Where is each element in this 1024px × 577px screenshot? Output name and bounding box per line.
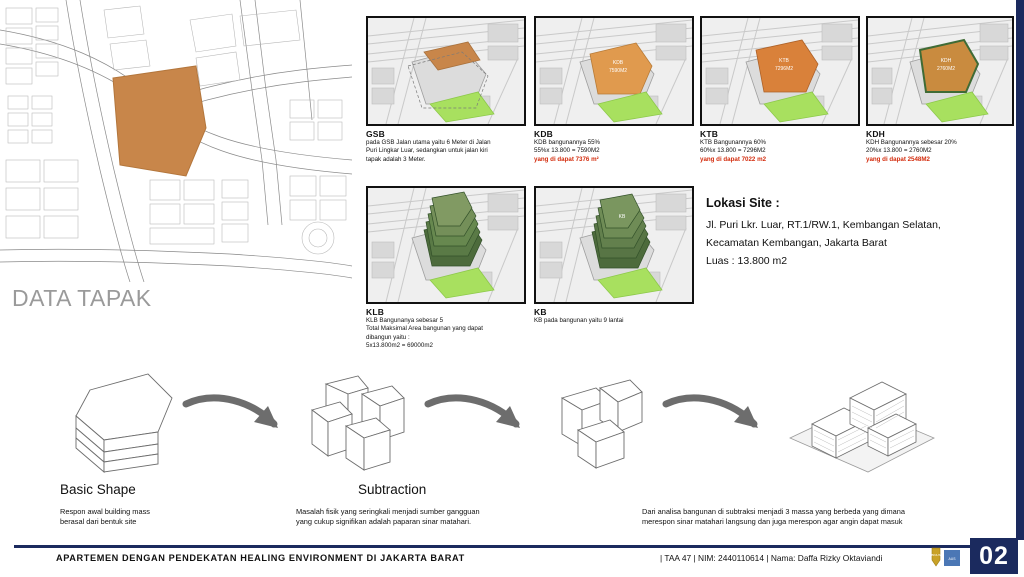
- card-ktb-thumbnail: [700, 16, 860, 126]
- massing-step-2-desc-1: Masalah fisik yang seringkali menjadi sumber gangguan: [296, 507, 480, 516]
- card-kdb-line-1: KDB bangunannya 55%: [534, 139, 601, 146]
- card-kdb: [534, 16, 694, 164]
- site-map-drawing: [0, 0, 352, 282]
- card-kdb-line-2: 55%x 13.800 = 7590M2: [534, 147, 600, 155]
- card-klb-line-3: dibangun yaitu :: [366, 333, 410, 341]
- lokasi-area: Luas : 13.800 m2: [706, 255, 788, 268]
- svg-text:BINUS: BINUS: [931, 553, 941, 557]
- footer-title: APARTEMEN DENGAN PENDEKATAN HEALING ENVIRONMENT DI JAKARTA BARAT: [56, 553, 465, 563]
- card-ktb-line-2: 60%x 13.800 = 7296M2: [700, 147, 766, 155]
- svg-text:2760M2: 2760M2: [936, 66, 956, 72]
- card-kb-line-1: KB pada bangunan yaitu 9 lantai: [534, 317, 624, 324]
- arrow-icon-3: [662, 394, 766, 442]
- massing-step-1-desc-2: berasal dari bentuk site: [60, 517, 137, 526]
- card-kdb-title: KDB: [534, 129, 554, 139]
- card-gsb-title: GSB: [366, 129, 386, 139]
- lokasi-address-line-2: Kecamatan Kembangan, Jakarta Barat: [706, 237, 887, 250]
- right-edge-accent: [1016, 0, 1024, 540]
- massing-step-1-figure: [60, 368, 180, 483]
- svg-text:7296M2: 7296M2: [774, 66, 794, 72]
- card-kdh-title: KDH: [866, 129, 886, 139]
- card-klb-thumbnail: [366, 186, 526, 304]
- card-kb-title: KB: [534, 307, 547, 317]
- card-ktb-title: KTB: [700, 129, 719, 139]
- card-kdh-line-2: 20%x 13.800 = 2760M2: [866, 147, 932, 155]
- svg-text:7590M2: 7590M2: [608, 68, 628, 74]
- massing-step-3-figure: [538, 368, 658, 483]
- card-ktb-result: yang di dapat 7022 m2: [700, 155, 767, 163]
- kb-block-label: KB: [618, 214, 626, 220]
- page-number: 02: [970, 538, 1018, 574]
- card-gsb-thumbnail: [366, 16, 526, 126]
- university-logo: [922, 546, 964, 572]
- card-kdh-thumbnail: [866, 16, 1014, 126]
- card-gsb-line-2: Puri Lingkar Luar, sedangkan untuk jalan kiri: [366, 147, 488, 155]
- page-title: DATA TAPAK: [12, 285, 152, 311]
- massing-process: [0, 358, 1024, 538]
- massing-step-1-desc-1: Respon awal building mass: [60, 507, 150, 516]
- card-klb-line-4: 5x13.800m2 = 69000m2: [366, 342, 433, 350]
- massing-step-2-label: Subtraction: [358, 482, 427, 497]
- massing-step-2-desc-2: yang cukup signifikan adalah paparan sinar matahari.: [296, 517, 472, 526]
- card-kdh-result: yang di dapat 2548M2: [866, 155, 930, 163]
- card-kb-thumbnail: [534, 186, 694, 304]
- massing-step-2-figure: [296, 364, 416, 484]
- kdh-block-label: KDH: [940, 58, 952, 64]
- card-gsb-line-1: pada GSB Jalan utama yaitu 6 Meter di Jalan: [366, 139, 491, 146]
- card-ktb-line-1: KTB Bangunannya 60%: [700, 139, 767, 146]
- ktb-block-label: KTB: [779, 58, 789, 64]
- card-kdb-thumbnail: [534, 16, 694, 126]
- card-klb-line-1: KLB Bangunanya sebesar 5: [366, 317, 444, 324]
- card-gsb-line-3: tapak adalah 3 Meter.: [366, 155, 426, 163]
- card-gsb: [366, 16, 526, 164]
- card-kdb-result: yang di dapat 7376 m²: [534, 155, 599, 163]
- lokasi-address-line-1: Jl. Puri Lkr. Luar, RT.1/RW.1, Kembangan Selatan,: [706, 219, 941, 231]
- card-klb: [366, 186, 526, 350]
- card-kb: [534, 186, 694, 325]
- lokasi-site-block: [706, 196, 1016, 273]
- massing-step-4-desc-2: merespon sinar matahari langsung dan juga merespon agar angin dapat masuk: [642, 517, 903, 526]
- kdb-block-label: KDB: [612, 60, 624, 66]
- card-klb-line-2: Total Maksimal Area bangunan yang dapat: [366, 325, 483, 333]
- lokasi-heading: Lokasi Site :: [706, 196, 780, 210]
- site-map: [0, 0, 352, 282]
- card-ktb: [700, 16, 860, 164]
- site-plot-highlight: [113, 66, 206, 176]
- footer-divider: [14, 545, 1010, 548]
- massing-step-4-desc-1: Dari analisa bangunan di subtraksi menjadi 3 massa yang berbeda yang dimana: [642, 507, 905, 516]
- massing-step-1-label: Basic Shape: [60, 482, 136, 497]
- arrow-icon-1: [182, 394, 286, 442]
- svg-text:AUS: AUS: [948, 557, 956, 561]
- card-klb-title: KLB: [366, 307, 385, 317]
- massing-step-4-figure: [772, 362, 952, 487]
- card-kdh-line-1: KDH Bangunannya sebesar 20%: [866, 139, 957, 146]
- footer-meta: | TAA 47 | NIM: 2440110614 | Nama: Daffa Rizky Oktaviandi: [660, 553, 883, 563]
- card-kdh: [866, 16, 1016, 164]
- arrow-icon-2: [424, 394, 528, 442]
